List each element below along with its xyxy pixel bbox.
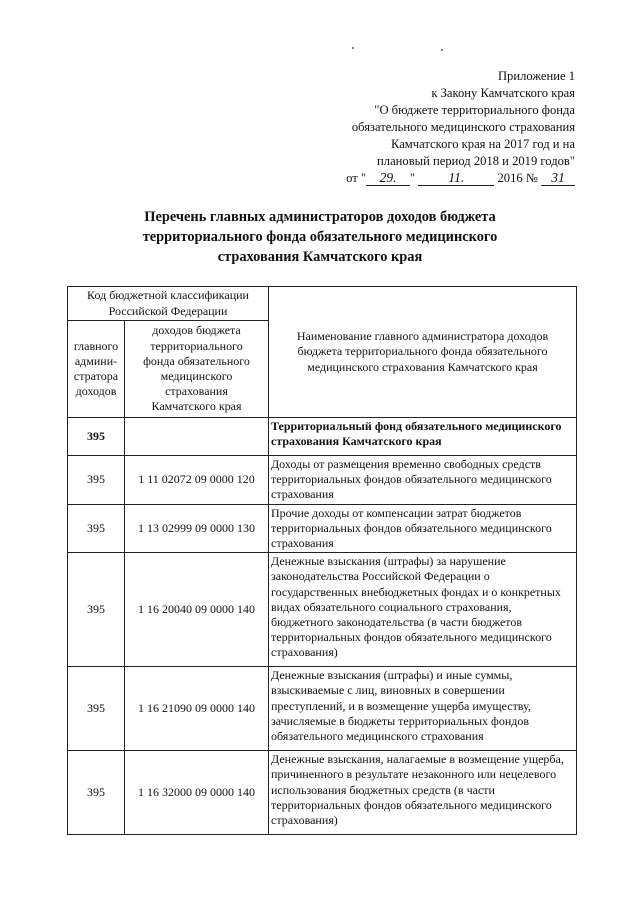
appendix-line: "О бюджете территориального фонда — [374, 103, 575, 117]
date-month: 11. — [418, 171, 494, 186]
date-day: 29. — [366, 171, 410, 186]
date-quote: " — [410, 171, 416, 185]
appendix-line: плановый период 2018 и 2019 годов" — [377, 154, 575, 168]
appendix-line: обязательного медицинского страхования — [351, 120, 575, 134]
document-number: 31 — [541, 171, 575, 186]
appendix-date-line — [300, 170, 575, 187]
header-income-code: доходов бюджета территориального фонда обязательного медицинского страхования Камчатского края — [125, 321, 269, 418]
appendix-line: Приложение 1 — [497, 69, 575, 83]
cell-administrator-name: Денежные взыскания, налагаемые в возмещение ущерба, причиненного в результате незаконного или нецелевого использования бюджетных средств (в части территориальных фондов обязательного медицинского страхования) — [269, 751, 577, 835]
cell-income-code: 1 16 32000 09 0000 140 — [125, 751, 269, 835]
header-administrator-name: Наименование главного администратора доходов бюджета территориального фонда обязательного медицинского страхования Камчатского края — [269, 287, 577, 418]
cell-admin-code: 395 — [68, 553, 125, 667]
scan-speck — [352, 47, 354, 49]
appendix-line: Камчатского края на 2017 год и на — [390, 137, 575, 151]
title-line: территориального фонда обязательного медицинского — [142, 229, 498, 245]
header-admin-code: главного админи- стратора доходов — [68, 321, 125, 418]
appendix-header — [300, 68, 575, 187]
cell-income-code — [125, 418, 269, 456]
scan-speck — [441, 49, 443, 51]
cell-admin-code: 395 — [68, 751, 125, 835]
title-line: страхования Камчатского края — [217, 249, 423, 265]
cell-administrator-name: Территориальный фонд обязательного медицинского страхования Камчатского края — [269, 418, 577, 456]
table-row — [68, 418, 577, 456]
document-title — [60, 207, 580, 267]
cell-admin-code: 395 — [68, 504, 125, 553]
table-row — [68, 751, 577, 835]
cell-administrator-name: Доходы от размещения временно свободных средств территориальных фондов обязательного медицинского страхования — [269, 456, 577, 505]
cell-income-code: 1 16 21090 09 0000 140 — [125, 667, 269, 751]
cell-administrator-name: Прочие доходы от компенсации затрат бюджетов территориальных фондов обязательного медицинского страхования — [269, 504, 577, 553]
header-classification-code: Код бюджетной классификации Российской Федерации — [68, 287, 269, 321]
cell-income-code: 1 13 02999 09 0000 130 — [125, 504, 269, 553]
date-year: 2016 — [497, 171, 523, 185]
cell-income-code: 1 16 20040 09 0000 140 — [125, 553, 269, 667]
cell-income-code: 1 11 02072 09 0000 120 — [125, 456, 269, 505]
cell-admin-code: 395 — [68, 667, 125, 751]
table-row — [68, 667, 577, 751]
table-row — [68, 504, 577, 553]
number-sign: № — [525, 171, 538, 185]
cell-admin-code: 395 — [68, 418, 125, 456]
date-prefix: от " — [346, 171, 366, 185]
appendix-line: к Закону Камчатского края — [431, 86, 575, 100]
revenue-administrators-table — [67, 286, 577, 835]
table-row — [68, 553, 577, 667]
table-row — [68, 456, 577, 505]
cell-administrator-name: Денежные взыскания (штрафы) и иные суммы, взыскиваемые с лиц, виновных в совершении преступлений, и в возмещение ущерба имуществу, зачисляемые в бюджеты территориальных фондов обязательного медицинского страхования — [269, 667, 577, 751]
title-line: Перечень главных администраторов доходов бюджета — [144, 209, 496, 225]
cell-administrator-name: Денежные взыскания (штрафы) за нарушение законодательства Российской Федерации о государственных внебюджетных фондах и о конкретных видах обязательного социального страхования, бюджетного законодательства (в части бюджетов территориальных фондов обязательного медицинского страхования) — [269, 553, 577, 667]
cell-admin-code: 395 — [68, 456, 125, 505]
